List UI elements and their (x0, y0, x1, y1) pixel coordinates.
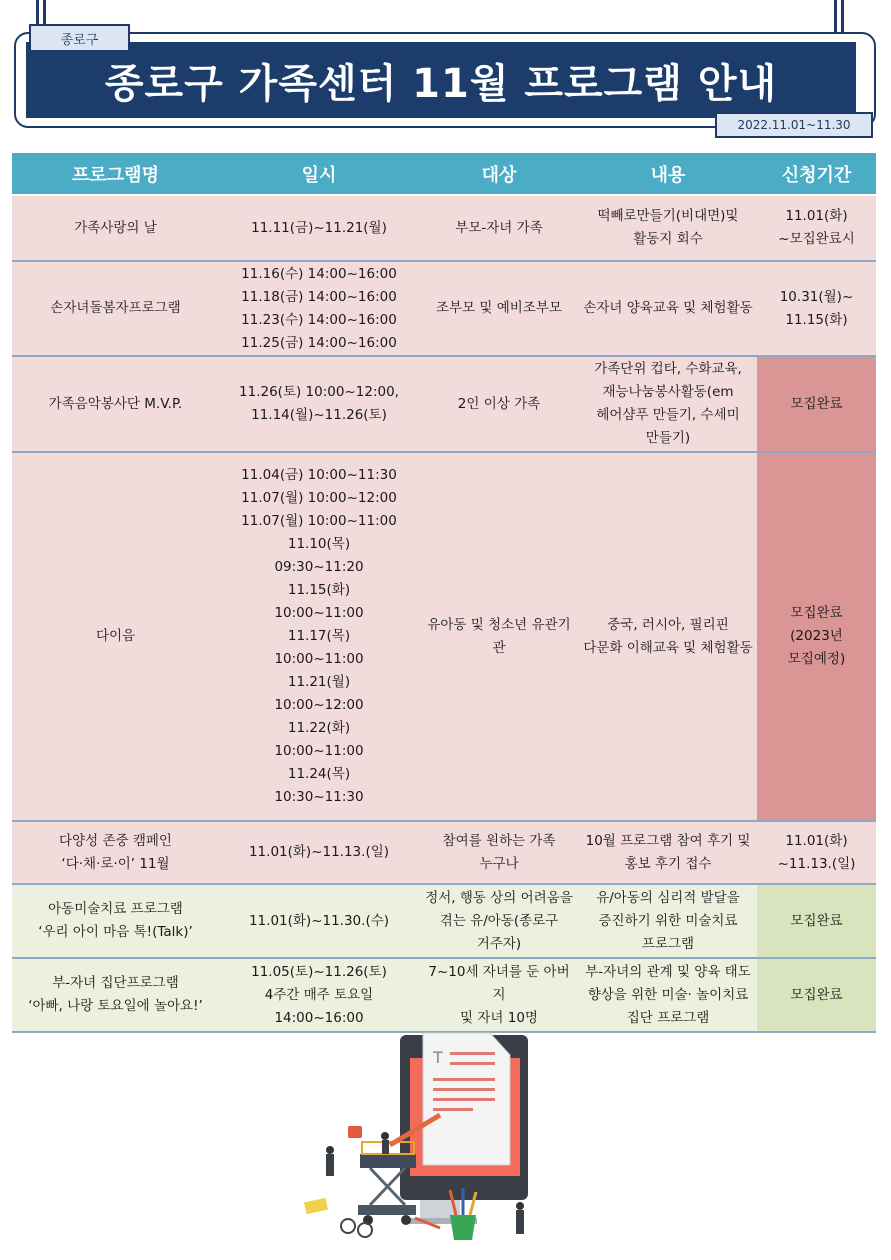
cell-text-line: 모집완료 (790, 605, 843, 621)
cell-text-line: 거주자) (476, 935, 522, 952)
column-header: 대상 (419, 153, 579, 195)
date-cell (219, 884, 419, 958)
cell-text-line: ~11.13.(일) (777, 855, 856, 872)
apply-period-cell (757, 356, 876, 452)
cell-text-line: 10월 프로그램 참여 후기 및 (585, 832, 751, 849)
frame-line-right (834, 0, 837, 32)
column-header: 신청기간 (757, 153, 876, 195)
program-name-cell (12, 452, 219, 821)
date-cell (219, 821, 419, 884)
cell-text-line: 손자녀 양육교육 및 체험활동 (583, 300, 753, 316)
target-cell (419, 958, 579, 1032)
cell-text-line: 11.10(목) (287, 536, 351, 552)
cell-text-line: 11.07(월) 10:00~11:00 (241, 513, 397, 529)
target-cell (419, 195, 579, 261)
cell-text-line: 활동지 회수 (633, 231, 703, 247)
target-cell (419, 821, 579, 884)
page-title: 종로구 가족센터 11월 프로그램 안내 (104, 60, 778, 107)
target-cell (419, 884, 579, 958)
table-header-row (12, 153, 876, 195)
content-cell (579, 195, 757, 261)
cell-text-line: 향상을 위한 미술· 놀이치료 (587, 986, 749, 1003)
cell-text-line: 모집예정) (787, 651, 846, 667)
cell-text-line: 헤어샴푸 만들기, 수세미 (596, 407, 740, 423)
cell-text-line: 유아동 및 청소년 유관기관 (427, 616, 571, 656)
program-table (12, 153, 876, 1033)
column-header: 일시 (219, 153, 419, 195)
cell-text-line: 14:00~16:00 (274, 1009, 364, 1026)
content-cell (579, 958, 757, 1032)
cell-text-line: 10:00~11:00 (274, 651, 364, 667)
cell-text-line: 만들기) (645, 430, 691, 446)
cell-text-line: 11.16(수) 14:00~16:00 (241, 265, 397, 282)
cell-text-line: 가족음악봉사단 M.V.P. (48, 395, 183, 412)
text-letter-icon: T (433, 1048, 443, 1067)
cell-text-line: 11.23(수) 14:00~16:00 (241, 311, 397, 328)
businessman-figure (516, 1202, 524, 1210)
apply-period-cell (757, 195, 876, 261)
computer-document-editing-illustration (300, 1030, 540, 1255)
cell-text-line: 11.01(화)~11.13.(일) (248, 844, 390, 860)
date-cell (219, 958, 419, 1032)
cell-text-line: ‘우리 아이 마음 톡!(Talk)’ (38, 924, 193, 940)
cell-text-line: 11.04(금) 10:00~11:30 (241, 467, 397, 483)
cell-text-line: 프로그램 (641, 935, 695, 952)
program-name-cell (12, 356, 219, 452)
apply-period-cell (757, 821, 876, 884)
program-name-cell (12, 195, 219, 261)
cell-text-line: 재능나눔봉사활동(em (602, 384, 734, 400)
cell-text-line: ‘아빠, 나랑 토요일에 놀아요!’ (28, 998, 203, 1014)
cell-text-line: 2인 이상 가족 (457, 395, 541, 412)
content-cell (579, 261, 757, 356)
table-row (12, 884, 876, 958)
cell-text-line: 11.18(금) 14:00~16:00 (241, 288, 397, 305)
cell-text-line: 11.11(금)~11.21(월) (251, 219, 387, 236)
column-header: 내용 (579, 153, 757, 195)
table-row (12, 261, 876, 356)
target-cell (419, 261, 579, 356)
cell-text-line: 부모-자녀 가족 (455, 219, 543, 236)
cell-text-line: 4주간 매주 토요일 (264, 986, 374, 1003)
program-name-cell (12, 821, 219, 884)
cell-text-line: 11.22(화) (287, 720, 351, 736)
lift-platform (360, 1154, 416, 1168)
cell-text-line: 다이음 (95, 628, 136, 644)
cell-text-line: ‘다·채·로·이’ 11월 (61, 855, 170, 872)
content-cell (579, 821, 757, 884)
cell-text-line: 홍보 후기 접수 (624, 855, 712, 872)
cell-text-line: 정서, 행동 상의 어려움을 (425, 889, 573, 906)
cell-text-line: 11.25(금) 14:00~16:00 (241, 334, 397, 351)
pen-holder-icon (450, 1215, 476, 1240)
person-figure (326, 1146, 334, 1154)
table-row (12, 356, 876, 452)
cell-text-line: 유/아동의 심리적 발달을 (596, 889, 740, 906)
cell-text-line: 11.01(화)~11.30.(수) (248, 912, 390, 929)
apply-period-cell (757, 958, 876, 1032)
content-cell (579, 884, 757, 958)
table-row (12, 195, 876, 261)
period-tag: 2022.11.01~11.30 (715, 112, 873, 138)
cell-text-line: 11.26(토) 10:00~12:00, (239, 384, 399, 400)
program-name-cell (12, 884, 219, 958)
cell-text-line: ~모집완료시 (778, 231, 855, 247)
cell-text-line: 11.07(월) 10:00~12:00 (241, 490, 397, 506)
cell-text-line: 모집완료 (790, 912, 843, 929)
cell-text-line: 모집완료 (790, 986, 843, 1003)
cell-text-line: 11.15(화) (287, 582, 351, 598)
program-name-cell (12, 958, 219, 1032)
cell-text-line: 누구나 (479, 855, 519, 872)
cell-text-line: 10:00~11:00 (274, 743, 364, 759)
date-cell (219, 195, 419, 261)
content-cell (579, 356, 757, 452)
cell-text-line: 11.01(화) (785, 208, 848, 224)
cell-text-line: 10:00~12:00 (274, 697, 364, 713)
cell-text-line: 떡빼로만들기(비대면)및 (597, 208, 739, 224)
cell-text-line: 아동미술치료 프로그램 (48, 901, 183, 917)
date-cell (219, 452, 419, 821)
cell-text-line: 참여를 원하는 가족 (442, 832, 556, 849)
glasses-icon (341, 1219, 355, 1233)
cell-text-line: 부-자녀의 관계 및 양육 태도 (585, 963, 751, 980)
worker-figure (381, 1132, 389, 1140)
cell-text-line: 및 자녀 10명 (460, 1009, 538, 1026)
cell-text-line: 7~10세 자녀를 둔 아버지 (428, 963, 570, 1003)
cell-text-line: 10:00~11:00 (274, 605, 364, 621)
cell-text-line: 다양성 존중 캠페인 (59, 832, 172, 849)
target-cell (419, 452, 579, 821)
cell-text-line: 다문화 이해교육 및 체험활동 (583, 639, 753, 656)
date-cell (219, 356, 419, 452)
note-pad-icon (304, 1198, 328, 1214)
cell-text-line: 모집완료 (790, 395, 843, 412)
cell-text-line: 09:30~11:20 (274, 559, 364, 575)
target-cell (419, 356, 579, 452)
cell-text-line: 겪는 유/아동(종로구 (439, 912, 559, 929)
cell-text-line: 11.21(월) (287, 674, 351, 690)
cell-text-line: 11.14(월)~11.26(토) (251, 407, 387, 423)
title-banner (26, 42, 856, 118)
cell-text-line: 증진하기 위한 미술치료 (598, 912, 738, 929)
cell-text-line: 조부모 및 예비조부모 (436, 300, 562, 316)
table-row (12, 958, 876, 1032)
district-tag: 종로구 (29, 24, 130, 52)
cell-text-line: 11.01(화) (785, 832, 848, 849)
program-name-cell (12, 261, 219, 356)
date-cell (219, 261, 419, 356)
cell-text-line: 손자녀돌봄자프로그램 (50, 300, 181, 316)
cell-text-line: 10.31(월)~ (779, 288, 854, 305)
cell-text-line: 부-자녀 집단프로그램 (52, 975, 179, 991)
cell-text-line: (2023년 (790, 628, 843, 644)
cell-text-line: 11.24(목) (287, 766, 351, 782)
apply-period-cell (757, 261, 876, 356)
cell-text-line: 11.15(화) (785, 311, 848, 328)
cell-text-line: 가족단위 컵타, 수화교육, (594, 361, 742, 377)
cell-text-line: 11.05(토)~11.26(토) (251, 963, 387, 980)
column-header: 프로그램명 (12, 153, 219, 195)
apply-period-cell (757, 884, 876, 958)
content-cell (579, 452, 757, 821)
cell-text-line: 중국, 러시아, 필리핀 (607, 616, 729, 633)
frame-line-right-inner (841, 0, 844, 32)
cell-text-line: 11.17(목) (287, 628, 351, 644)
apply-period-cell (757, 452, 876, 821)
cell-text-line: 10:30~11:30 (274, 789, 364, 805)
cell-text-line: 집단 프로그램 (626, 1009, 710, 1026)
bag-icon (348, 1126, 362, 1138)
table-row (12, 821, 876, 884)
table-row (12, 452, 876, 821)
cell-text-line: 가족사랑의 날 (74, 219, 157, 236)
